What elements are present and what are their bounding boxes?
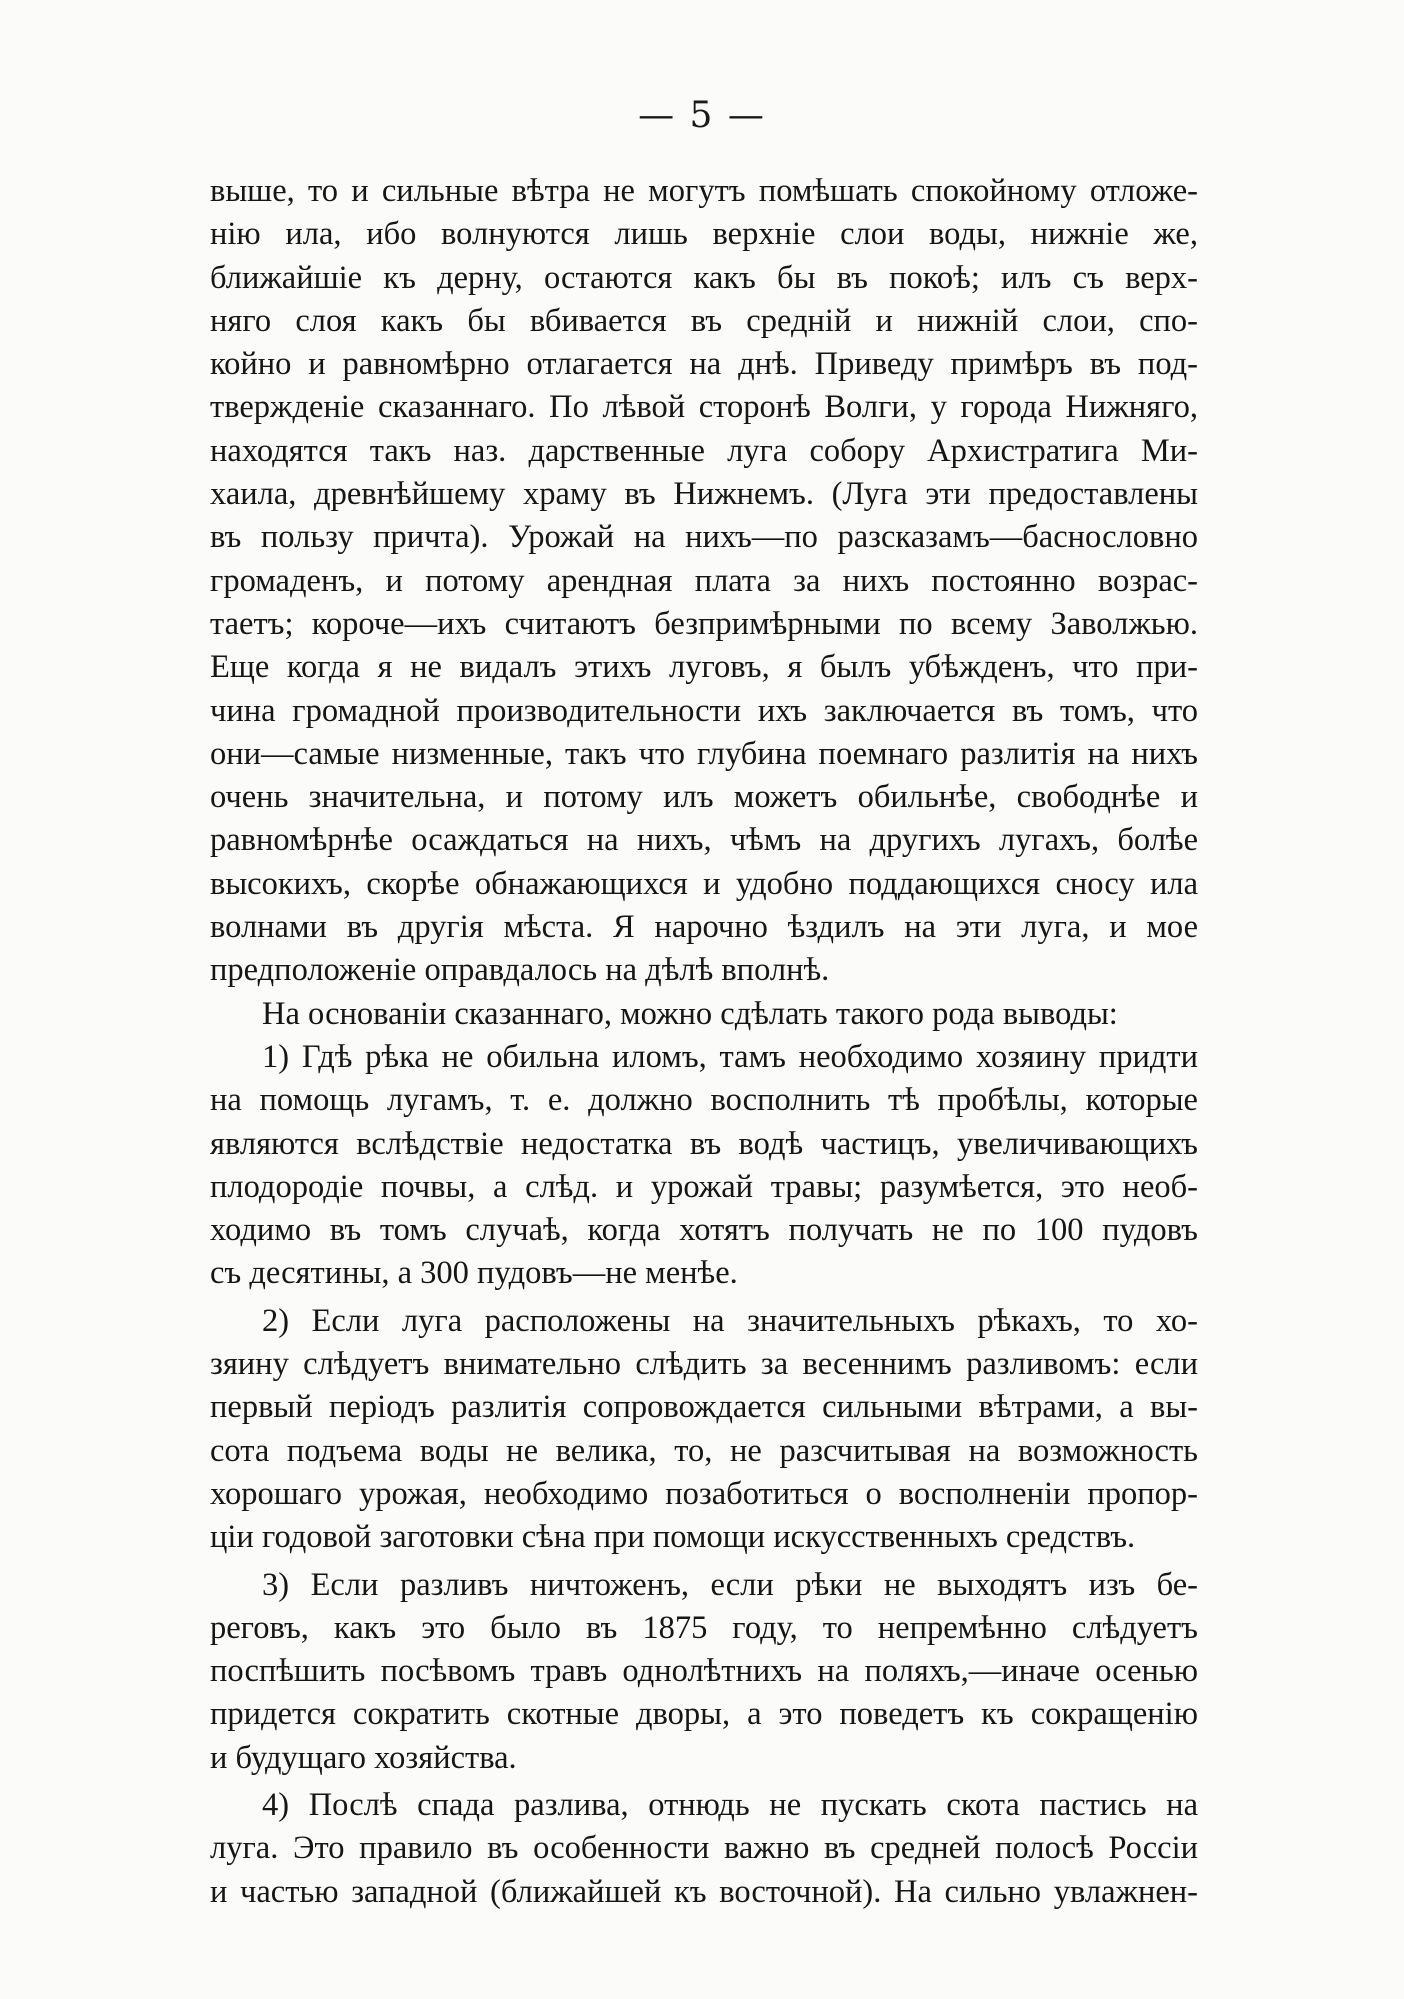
text-line: волнами въ другія мѣста. Я нарочно ѣздилъ на эти луга, и мое: [210, 909, 1198, 946]
text-line: очень значительна, и потому илъ можетъ обильнѣе, свободнѣе и: [210, 779, 1198, 816]
text-line: луга. Это правило въ особенности важно въ средней полосѣ Россіи: [210, 1830, 1198, 1867]
text-line: 1) Гдѣ рѣка не обильна иломъ, тамъ необходимо хозяину придти: [262, 1038, 1198, 1075]
text-line: 3) Если разливъ ничтоженъ, если рѣки не выходятъ изъ бе-: [262, 1566, 1198, 1603]
page-number: — 5 —: [638, 95, 766, 136]
text-line: въ пользу причта). Урожай на нихъ—по разсказамъ—баснословно: [210, 519, 1198, 556]
text-line: являются вслѣдствіе недостатка въ водѣ частицъ, увеличивающихъ: [210, 1125, 1198, 1162]
text-line: находятся такъ наз. дарственные луга собору Архистратига Ми-: [210, 432, 1198, 469]
text-line: ціи годовой заготовки сѣна при помощи искусственныхъ средствъ.: [210, 1519, 1136, 1556]
text-line: плодородіе почвы, а слѣд. и урожай травы; разумѣется, это необ-: [210, 1168, 1198, 1205]
text-line: 4) Послѣ спада разлива, отнюдь не пускать скота пастись на: [262, 1786, 1198, 1823]
text-line: сота подъема воды не велика, то, не разсчитывая на возможность: [210, 1432, 1198, 1469]
text-line: поспѣшить посѣвомъ травъ однолѣтнихъ на поляхъ,—иначе осенью: [210, 1653, 1198, 1690]
text-line: первый періодъ разлитія сопровождается сильными вѣтрами, а вы-: [210, 1389, 1198, 1426]
text-line: Еще когда я не видалъ этихъ луговъ, я былъ убѣжденъ, что при-: [210, 649, 1198, 686]
text-line: съ десятины, а 300 пудовъ—не менѣе.: [210, 1255, 738, 1292]
text-line: нію ила, ибо волнуются лишь верхніе слои воды, нижніе же,: [210, 216, 1198, 253]
text-line: твержденіе сказаннаго. По лѣвой сторонѣ Волги, у города Нижняго,: [210, 389, 1198, 426]
text-line: они—самые низменные, такъ что глубина поемнаго разлитія на нихъ: [210, 735, 1198, 772]
text-line: ходимо въ томъ случаѣ, когда хотятъ получать не по 100 пудовъ: [210, 1212, 1198, 1249]
text-line: равномѣрнѣе осаждаться на нихъ, чѣмъ на другихъ лугахъ, болѣе: [210, 822, 1198, 859]
text-line: реговъ, какъ это было въ 1875 году, то непремѣнно слѣдуетъ: [210, 1609, 1198, 1646]
text-line: На основаніи сказаннаго, можно сдѣлать такого рода выводы:: [262, 995, 1118, 1032]
text-line: зяину слѣдуетъ внимательно слѣдить за весеннимъ разливомъ: если: [210, 1346, 1198, 1383]
text-line: высокихъ, скорѣе обнажающихся и удобно поддающихся сносу ила: [210, 865, 1198, 902]
text-line: и частью западной (ближайшей къ восточной). На сильно увлажнен-: [210, 1873, 1198, 1910]
body-text: [210, 170, 1198, 1914]
text-line: хаила, древнѣйшему храму въ Нижнемъ. (Луга эти предоставлены: [210, 476, 1198, 513]
text-line: придется сократить скотные дворы, а это поведетъ къ сокращенію: [210, 1696, 1198, 1733]
text-line: таетъ; короче—ихъ считаютъ безпримѣрными по всему Заволжью.: [210, 605, 1198, 642]
text-line: и будущаго хозяйства.: [210, 1739, 517, 1776]
text-line: 2) Если луга расположены на значительныхъ рѣкахъ, то хо-: [262, 1302, 1198, 1339]
text-line: койно и равномѣрно отлагается на днѣ. Приведу примѣръ въ под-: [210, 346, 1198, 383]
text-line: выше, то и сильные вѣтра не могутъ помѣшать спокойному отложе-: [210, 173, 1198, 209]
text-line: громаденъ, и потому арендная плата за нихъ постоянно возрас-: [210, 562, 1198, 599]
text-line: няго слоя какъ бы вбивается въ средній и нижній слои, спо-: [210, 302, 1198, 339]
text-line: ближайшіе къ дерну, остаются какъ бы въ покоѣ; илъ съ верх-: [210, 259, 1198, 296]
text-line: хорошаго урожая, необходимо позаботиться о восполненіи пропор-: [210, 1475, 1198, 1512]
text-line: предположеніе оправдалось на дѣлѣ вполнѣ.: [210, 952, 830, 989]
text-line: на помощь лугамъ, т. е. должно восполнить тѣ пробѣлы, которые: [210, 1082, 1198, 1119]
text-line: чина громадной производительности ихъ заключается въ томъ, что: [210, 692, 1198, 729]
